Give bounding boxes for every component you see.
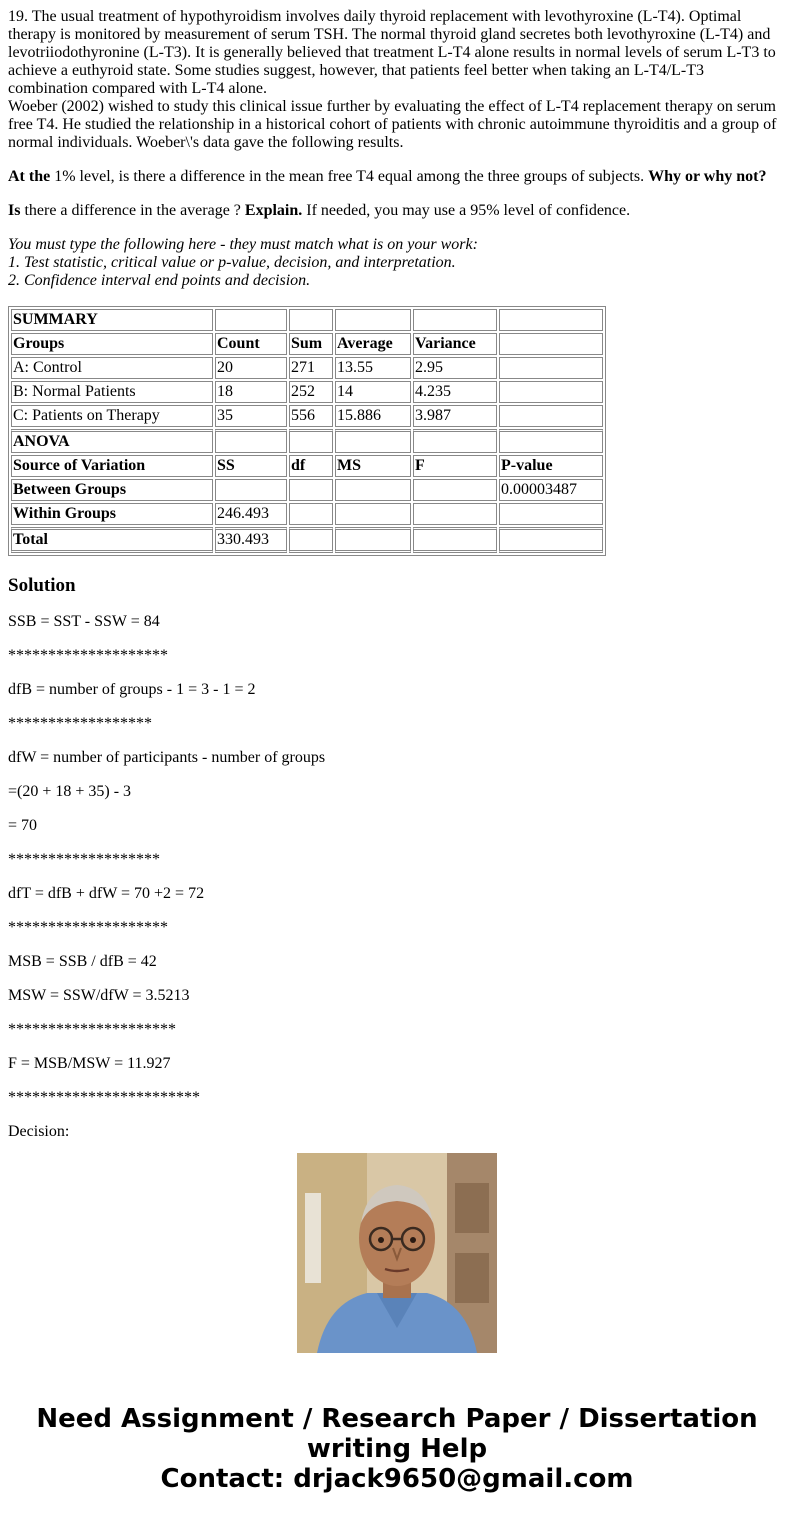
table-row [11, 527, 603, 553]
solution-line: dfT = dfB + dfW = 70 +2 = 72 [8, 885, 205, 902]
solution-line: ******************** [8, 647, 168, 664]
solution-line: ************************ [8, 1089, 200, 1106]
table-cell [335, 479, 411, 501]
table-row [11, 357, 603, 379]
footer-line: Need Assignment / Research Paper / Dissertation [36, 1404, 758, 1434]
table-cell: 20 [215, 357, 287, 379]
solution-line: ********************* [8, 1021, 176, 1038]
table-cell: Total [11, 527, 213, 553]
table-cell [499, 503, 603, 525]
table-cell [289, 503, 333, 525]
table-cell [413, 479, 497, 501]
solution-line: Decision: [8, 1123, 70, 1140]
solution-body [8, 613, 786, 1141]
table-cell: 18 [215, 381, 287, 403]
table-cell [499, 357, 603, 379]
solution-line: ******************** [8, 919, 168, 936]
column-header: MS [335, 455, 411, 477]
footer-contact: Contact: drjack9650@gmail.com [160, 1464, 634, 1494]
table-cell: 14 [335, 381, 411, 403]
table-cell: 13.55 [335, 357, 411, 379]
solution-line: ******************* [8, 851, 160, 868]
summary-title: SUMMARY [11, 309, 213, 331]
author-photo [297, 1153, 497, 1353]
table-cell [499, 381, 603, 403]
table-cell: 556 [289, 405, 333, 427]
column-header: P-value [499, 455, 603, 477]
table-row [11, 479, 603, 501]
column-header: Sum [289, 333, 333, 355]
intro-line: therapy is monitored by measurement of serum TSH. The normal thyroid gland secretes both levothyroxine (L-T4) and [8, 26, 771, 43]
instruction-line: 2. Confidence interval end points and decision. [8, 272, 311, 289]
solution-line: F = MSB/MSW = 11.927 [8, 1055, 171, 1072]
table-cell [335, 527, 411, 553]
column-header: SS [215, 455, 287, 477]
table-cell: 246.493 [215, 503, 287, 525]
instruction-line: You must type the following here - they must match what is on your work: [8, 236, 478, 253]
column-header: F [413, 455, 497, 477]
table-cell: 3.987 [413, 405, 497, 427]
table-row [11, 405, 603, 427]
table-cell [215, 479, 287, 501]
table-cell: 252 [289, 381, 333, 403]
table-cell [335, 503, 411, 525]
table-header-row [11, 455, 603, 477]
table-cell [413, 503, 497, 525]
footer-line: writing Help [306, 1434, 488, 1464]
table-cell: C: Patients on Therapy [11, 405, 213, 427]
author-portrait-image [297, 1153, 497, 1353]
intro-line: Woeber (2002) wished to study this clinical issue further by evaluating the effect of L-T4 replacement therapy on serum [8, 98, 776, 115]
column-header [499, 333, 603, 355]
intro-line: free T4. He studied the relationship in a historical cohort of patients with chronic autoimmune thyroiditis and a group of [8, 116, 777, 133]
question-intro [8, 8, 786, 152]
intro-line: 19. The usual treatment of hypothyroidism involves daily thyroid replacement with levothyroxine (L-T4). Optimal [8, 8, 742, 25]
table-row [11, 309, 603, 331]
question-1: At the 1% level, is there a difference in the mean free T4 equal among the three groups of subjects. Why or why not? [8, 168, 767, 185]
question-2: Is there a difference in the average ? Explain. If needed, you may use a 95% level of confidence. [8, 202, 631, 219]
table-cell: 330.493 [215, 527, 287, 553]
table-cell [289, 527, 333, 553]
table-cell: Between Groups [11, 479, 213, 501]
solution-line: =(20 + 18 + 35) - 3 [8, 783, 132, 800]
table-row [11, 503, 603, 525]
solution-line: dfB = number of groups - 1 = 3 - 1 = 2 [8, 681, 256, 698]
table-cell [413, 527, 497, 553]
intro-line: achieve a euthyroid state. Some studies suggest, however, that patients feel better when taking an L-T4/L-T3 [8, 62, 705, 79]
solution-line: MSW = SSW/dfW = 3.5213 [8, 987, 190, 1004]
table-cell [499, 527, 603, 553]
table-cell [499, 405, 603, 427]
table-cell: 35 [215, 405, 287, 427]
table-cell: 4.235 [413, 381, 497, 403]
instruction-line: 1. Test statistic, critical value or p-value, decision, and interpretation. [8, 254, 456, 271]
solution-heading: Solution [8, 575, 76, 596]
intro-line: combination compared with L-T4 alone. [8, 80, 268, 97]
table-row [11, 429, 603, 453]
table-cell: 0.00003487 [499, 479, 603, 501]
table-cell: Within Groups [11, 503, 213, 525]
solution-line: dfW = number of participants - number of groups [8, 749, 326, 766]
column-header: Variance [413, 333, 497, 355]
column-header: Groups [11, 333, 213, 355]
table-cell: 2.95 [413, 357, 497, 379]
column-header: Count [215, 333, 287, 355]
solution-line: = 70 [8, 817, 38, 834]
column-header: Average [335, 333, 411, 355]
solution-line: SSB = SST - SSW = 84 [8, 613, 160, 630]
solution-line: MSB = SSB / dfB = 42 [8, 953, 157, 970]
table-cell [289, 479, 333, 501]
document-content [8, 8, 786, 1140]
column-header: df [289, 455, 333, 477]
anova-table [8, 306, 606, 556]
table-cell: A: Control [11, 357, 213, 379]
table-row [11, 381, 603, 403]
anova-title: ANOVA [11, 429, 213, 453]
solution-line: ****************** [8, 715, 152, 732]
instructions [8, 236, 786, 290]
table-cell: 15.886 [335, 405, 411, 427]
table-header-row [11, 333, 603, 355]
table-cell: B: Normal Patients [11, 381, 213, 403]
table-cell: 271 [289, 357, 333, 379]
intro-line: levotriiodothyronine (L-T3). It is generally believed that treatment L-T4 alone results in normal levels of serum L-T3 to [8, 44, 776, 61]
column-header: Source of Variation [11, 455, 213, 477]
intro-line: normal individuals. Woeber\'s data gave the following results. [8, 134, 404, 151]
footer-banner [0, 1404, 794, 1494]
